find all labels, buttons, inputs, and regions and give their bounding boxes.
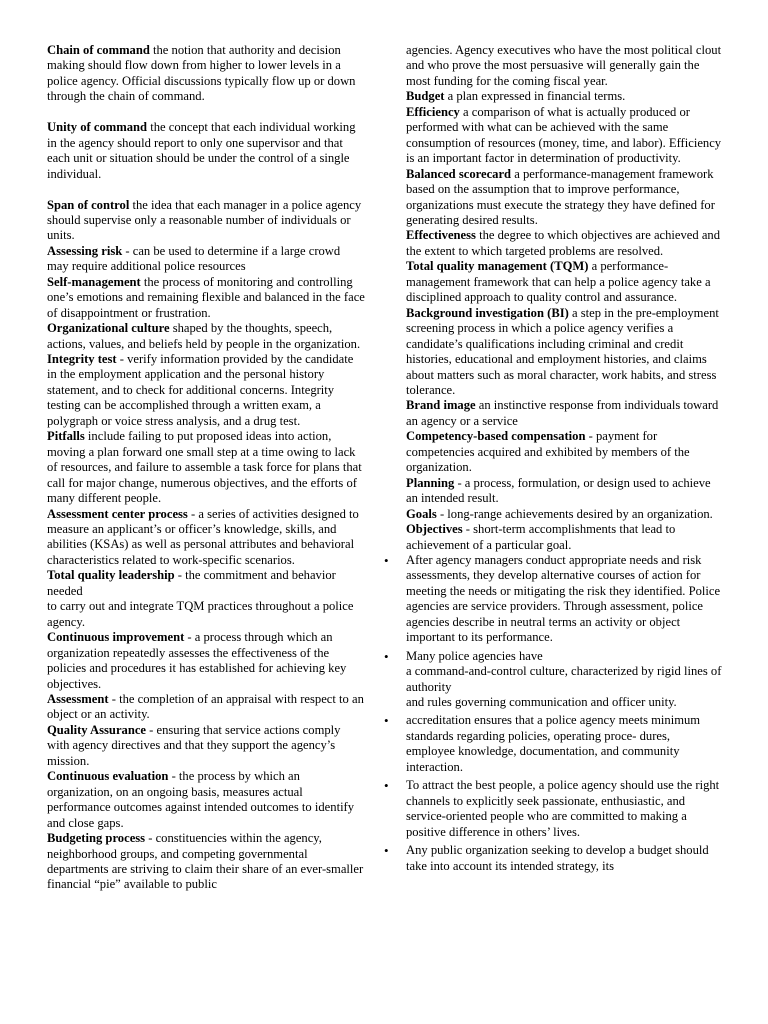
bullet-text: Any public organization seeking to develop a budget should take into account its intended strategy, its xyxy=(406,843,709,873)
definition-term: Balanced scorecard xyxy=(406,166,512,181)
definition-text: - long-range achievements desired by an organization. xyxy=(436,506,713,521)
definition-term: Effectiveness xyxy=(406,228,476,243)
definition-term: Planning xyxy=(406,475,455,490)
definition-text: a step in the pre-employment screening process in which a police agency verifies a candidate’s qualifications including criminal and credit histories, educational and employment histories, and claims about matters such as moral character, work habits, and stress tolerance. xyxy=(406,305,719,397)
definition-term: Brand image xyxy=(406,398,476,413)
definition-entry xyxy=(406,476,722,507)
definition-text: - payment for competencies acquired and exhibited by members of the organization. xyxy=(406,429,690,475)
bullet-text: To attract the best people, a police agency should use the right channels to explicitly seek passionate, enthusiastic, and service-oriented people who are committed to making a positive difference in others’ lives. xyxy=(406,778,720,839)
bullet-text: Many police agencies have a command-and-control culture, characterized by rigid lines of authority and rules governing communication and officer unity. xyxy=(406,648,722,710)
bullet-dot-icon: • xyxy=(384,713,389,729)
bullet-text: After agency managers conduct appropriate needs and risk assessments, they develop alternative courses of action for meeting the needs or mitigating the risk they identified. Police agencies are service providers. Through assessment, police agencies describe in neutral terms an activity or object important to its performance. xyxy=(406,552,721,645)
definition-entry xyxy=(47,723,365,769)
definition-text: - constituencies within the agency, neighborhood groups, and competing governmental departments are striving to claim their share of an ever-smaller financial “pie” available to public xyxy=(47,831,364,892)
definition-term: Continuous improvement xyxy=(47,630,185,645)
definition-text: - a series of activities designed to measure an applicant’s or officer’s knowledge, skills, and abilities (KSAs) as well as personal attributes and behavioral characteristics related to work-specific scenarios. xyxy=(47,506,359,567)
definition-entry xyxy=(47,831,365,893)
definition-term: Objectives xyxy=(406,522,463,537)
definition-text: - the commitment and behavior needed to carry out and integrate TQM practices throughout a police agency. xyxy=(47,568,354,629)
definition-entry xyxy=(406,522,722,553)
bullet-dot-icon: • xyxy=(384,843,389,859)
definition-entry xyxy=(47,352,365,429)
definition-text: the concept that each individual working in the agency should report to only one supervisor and that each unit or situation should be under the control of a single individual. xyxy=(47,120,356,181)
definition-term: Goals xyxy=(406,506,437,521)
definition-entry xyxy=(47,692,365,723)
definition-entry xyxy=(406,398,722,429)
definition-term: Organizational culture xyxy=(47,321,170,336)
definition-term: Total quality management (TQM) xyxy=(406,259,589,274)
definition-text: a plan expressed in financial terms. xyxy=(444,89,626,104)
definition-entry xyxy=(406,89,722,104)
definition-term: Pitfalls xyxy=(47,429,85,444)
definition-term: Assessment center process xyxy=(47,506,188,521)
definition-term: Chain of command xyxy=(47,43,150,57)
definition-entry xyxy=(406,507,722,522)
definition-entry xyxy=(47,769,365,831)
definition-term: Budgeting process xyxy=(47,831,146,846)
definition-text: - a process through which an organization repeatedly assesses the effectiveness of the policies and procedures it has established for achieving key objectives. xyxy=(47,630,347,691)
definition-term: Efficiency xyxy=(406,104,460,119)
definition-term: Quality Assurance xyxy=(47,722,147,737)
definition-term: Continuous evaluation xyxy=(47,769,169,784)
definition-text: - the completion of an appraisal with respect to an object or an activity. xyxy=(47,692,364,722)
definition-text: - the process by which an organization, on an ongoing basis, measures actual performance outcomes against intended outcomes to identify and close gaps. xyxy=(47,769,355,830)
definition-text: include failing to put proposed ideas into action, moving a plan forward one small step at a time owing to lack of resources, and failure to assemble a task force for plans that call for major change, numerous objectives, and the efforts of many different people. xyxy=(47,429,362,506)
definition-entry xyxy=(406,259,722,305)
definition-term: Background investigation (BI) xyxy=(406,305,569,320)
definition-term: Total quality leadership xyxy=(47,568,175,583)
definition-entry xyxy=(47,198,365,244)
definition-text: the degree to which objectives are achieved and the extent to which targeted problems are resolved. xyxy=(406,228,721,258)
bullet-item xyxy=(384,648,722,711)
bullet-item xyxy=(384,778,722,840)
bullet-dot-icon: • xyxy=(384,648,389,664)
definition-term: Assessment xyxy=(47,692,109,706)
definition-term: Assessing risk xyxy=(47,243,123,258)
bullet-list xyxy=(384,552,722,874)
definition-text: - a process, formulation, or design used to achieve an intended result. xyxy=(406,475,711,506)
definition-entry xyxy=(47,429,365,506)
definition-entry xyxy=(47,507,365,569)
definition-entry xyxy=(406,306,722,399)
bullet-dot-icon: • xyxy=(384,778,389,794)
definition-entry xyxy=(406,105,722,167)
definition-text: an instinctive response from individuals toward an agency or a service xyxy=(406,398,719,428)
definition-entry xyxy=(47,568,365,630)
definition-text: a comparison of what is actually produced or performed with what can be achieved with the same consumption of resources (money, time, and labor). Efficiency is an important factor in determination of productivity. xyxy=(406,104,722,166)
definition-text: the idea that each manager in a police agency should supervise only a reasonable number of individuals or units. xyxy=(47,197,362,243)
definition-text: - can be used to determine if a large crowd may require additional police resources xyxy=(47,243,341,274)
bullet-text: accreditation ensures that a police agency meets minimum standards regarding policies, operating proce- dures, employee knowledge, documentation, and community interaction. xyxy=(406,713,701,774)
definition-text: shaped by the thoughts, speech, actions, values, and beliefs held by people in the organization. xyxy=(47,321,361,351)
definition-text: the notion that authority and decision making should flow down from higher to lower levels in a police agency. Official discussions typically flow up or down through the chain of command. xyxy=(47,43,356,104)
definition-term: Competency-based compensation xyxy=(406,429,586,444)
definition-entry xyxy=(47,275,365,321)
bullet-item xyxy=(384,713,722,775)
right-column xyxy=(384,43,722,877)
definition-text: a performance-management framework that can help a police agency take a disciplined approach to quality control and assurance. xyxy=(406,259,711,305)
definition-entry xyxy=(47,120,365,182)
definition-entry xyxy=(406,43,722,89)
definition-term: Unity of command xyxy=(47,120,148,135)
right-definitions xyxy=(406,43,722,553)
definition-entry xyxy=(406,167,722,229)
definition-term: Budget xyxy=(406,89,445,104)
bullet-item xyxy=(384,843,722,874)
definition-entry xyxy=(47,321,365,352)
definition-text: - short-term accomplishments that lead to achievement of a particular goal. xyxy=(406,522,676,552)
definition-entry xyxy=(47,630,365,692)
definition-entry xyxy=(47,43,365,105)
definition-entry xyxy=(406,429,722,475)
definition-entry xyxy=(406,228,722,259)
left-column xyxy=(47,43,365,893)
definition-term: Integrity test xyxy=(47,352,117,367)
definition-text: - ensuring that service actions comply with agency directives and that they support the agency’s mission. xyxy=(47,722,341,768)
definition-term: Span of control xyxy=(47,197,130,212)
definition-term: Self-management xyxy=(47,274,141,289)
definition-text: - verify information provided by the candidate in the employment application and the personal history statement, and to check for additional concerns. Integrity testing can be accomplished through a written exam, a polygraph or voice stress analysis, and a drug test. xyxy=(47,352,354,428)
bullet-item xyxy=(384,552,722,646)
definition-text: agencies. Agency executives who have the most political clout and who prove the most persuasive will generally gain the most funding for the coming fiscal year. xyxy=(406,43,722,88)
bullet-dot-icon: • xyxy=(384,552,389,568)
definition-text: the process of monitoring and controlling one’s emotions and remaining flexible and balanced in the face of disappointment or frustration. xyxy=(47,274,365,320)
definition-entry xyxy=(47,244,365,275)
definition-text: a performance-management framework based on the assumption that to improve performance, organizations must execute the strategy they have defined for generating desired results. xyxy=(406,166,715,227)
